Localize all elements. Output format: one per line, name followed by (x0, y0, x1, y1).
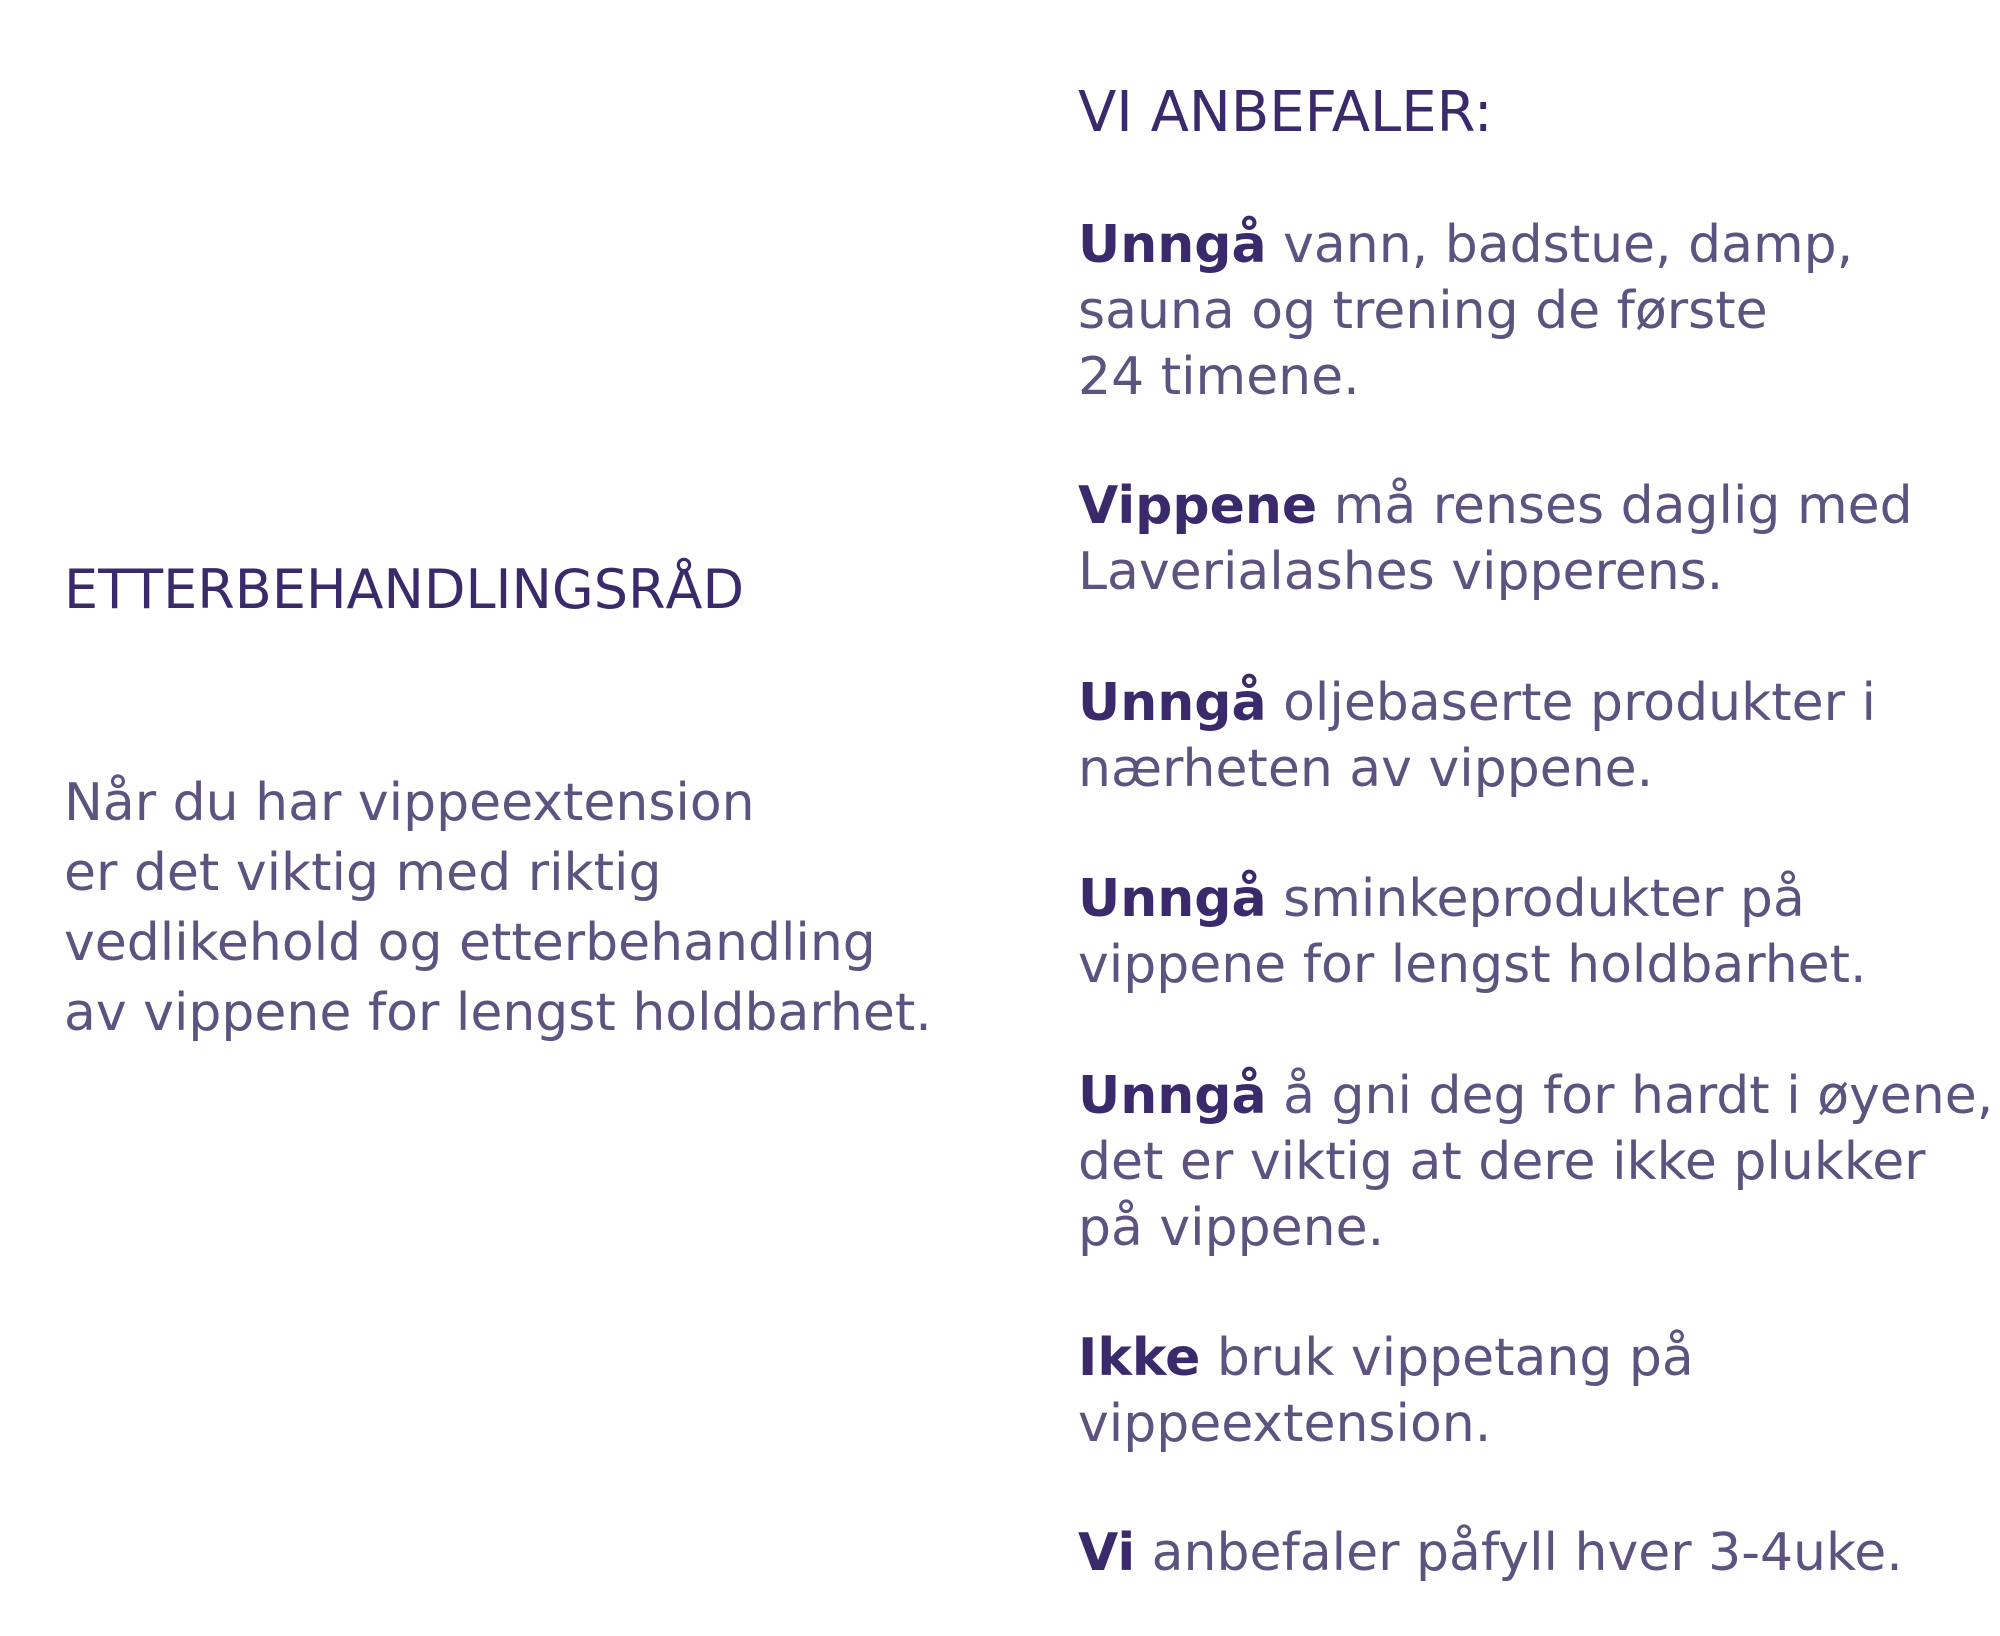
tip-first-line (1078, 1325, 1694, 1391)
tip-first-line (1078, 212, 1853, 278)
intro-line: vedlikehold og etterbehandling (64, 913, 876, 973)
tip-line: sauna og trening de første (1078, 281, 1768, 341)
tip-keyword: Ikke (1078, 1328, 1201, 1388)
tip-line: 24 timene. (1078, 347, 1360, 407)
tip-text: å gni deg for hardt i øyene, (1266, 1066, 1994, 1126)
tip-clean-daily (1078, 473, 1913, 605)
page-title: ETTERBEHANDLINGSRÅD (64, 558, 745, 621)
tip-text: anbefaler påfyll hver 3-4uke. (1135, 1523, 1903, 1583)
tip-text: må renses daglig med (1317, 476, 1913, 536)
tip-keyword: Vippene (1078, 476, 1318, 536)
tip-first-line (1078, 670, 1876, 736)
tip-line: vippeextension. (1078, 1394, 1492, 1454)
tip-text: bruk vippetang på (1200, 1328, 1694, 1388)
tip-line: Laverialashes vipperens. (1078, 542, 1724, 602)
tip-avoid-makeup (1078, 866, 1867, 998)
intro-line: av vippene for lengst holdbarhet. (64, 983, 932, 1043)
tip-line: på vippene. (1078, 1198, 1385, 1258)
intro-line: er det viktig med riktig (64, 843, 662, 903)
tip-keyword: Unngå (1078, 673, 1267, 733)
tip-avoid-water (1078, 212, 1853, 410)
intro-paragraph (64, 768, 964, 1048)
tip-keyword: Unngå (1078, 215, 1267, 275)
tip-first-line (1078, 1520, 1903, 1586)
tip-line: vippene for lengst holdbarhet. (1078, 935, 1867, 995)
tip-avoid-oil (1078, 670, 1876, 802)
tip-keyword: Unngå (1078, 869, 1267, 929)
tip-text: vann, badstue, damp, (1266, 215, 1854, 275)
tip-first-line (1078, 473, 1913, 539)
tip-line: nærheten av vippene. (1078, 739, 1654, 799)
recommendations-heading: VI ANBEFALER: (1078, 80, 1493, 145)
intro-line: Når du har vippeextension (64, 773, 755, 833)
tip-line: det er viktig at dere ikke plukker (1078, 1132, 1926, 1192)
tip-first-line (1078, 866, 1867, 932)
tip-no-curler (1078, 1325, 1694, 1457)
tip-keyword: Vi (1078, 1523, 1136, 1583)
tip-text: oljebaserte produkter i (1266, 673, 1876, 733)
tip-text: sminkeprodukter på (1266, 869, 1805, 929)
tip-refill (1078, 1520, 1903, 1586)
tip-first-line (1078, 1063, 1993, 1129)
tip-keyword: Unngå (1078, 1066, 1267, 1126)
tip-avoid-rubbing (1078, 1063, 1993, 1261)
